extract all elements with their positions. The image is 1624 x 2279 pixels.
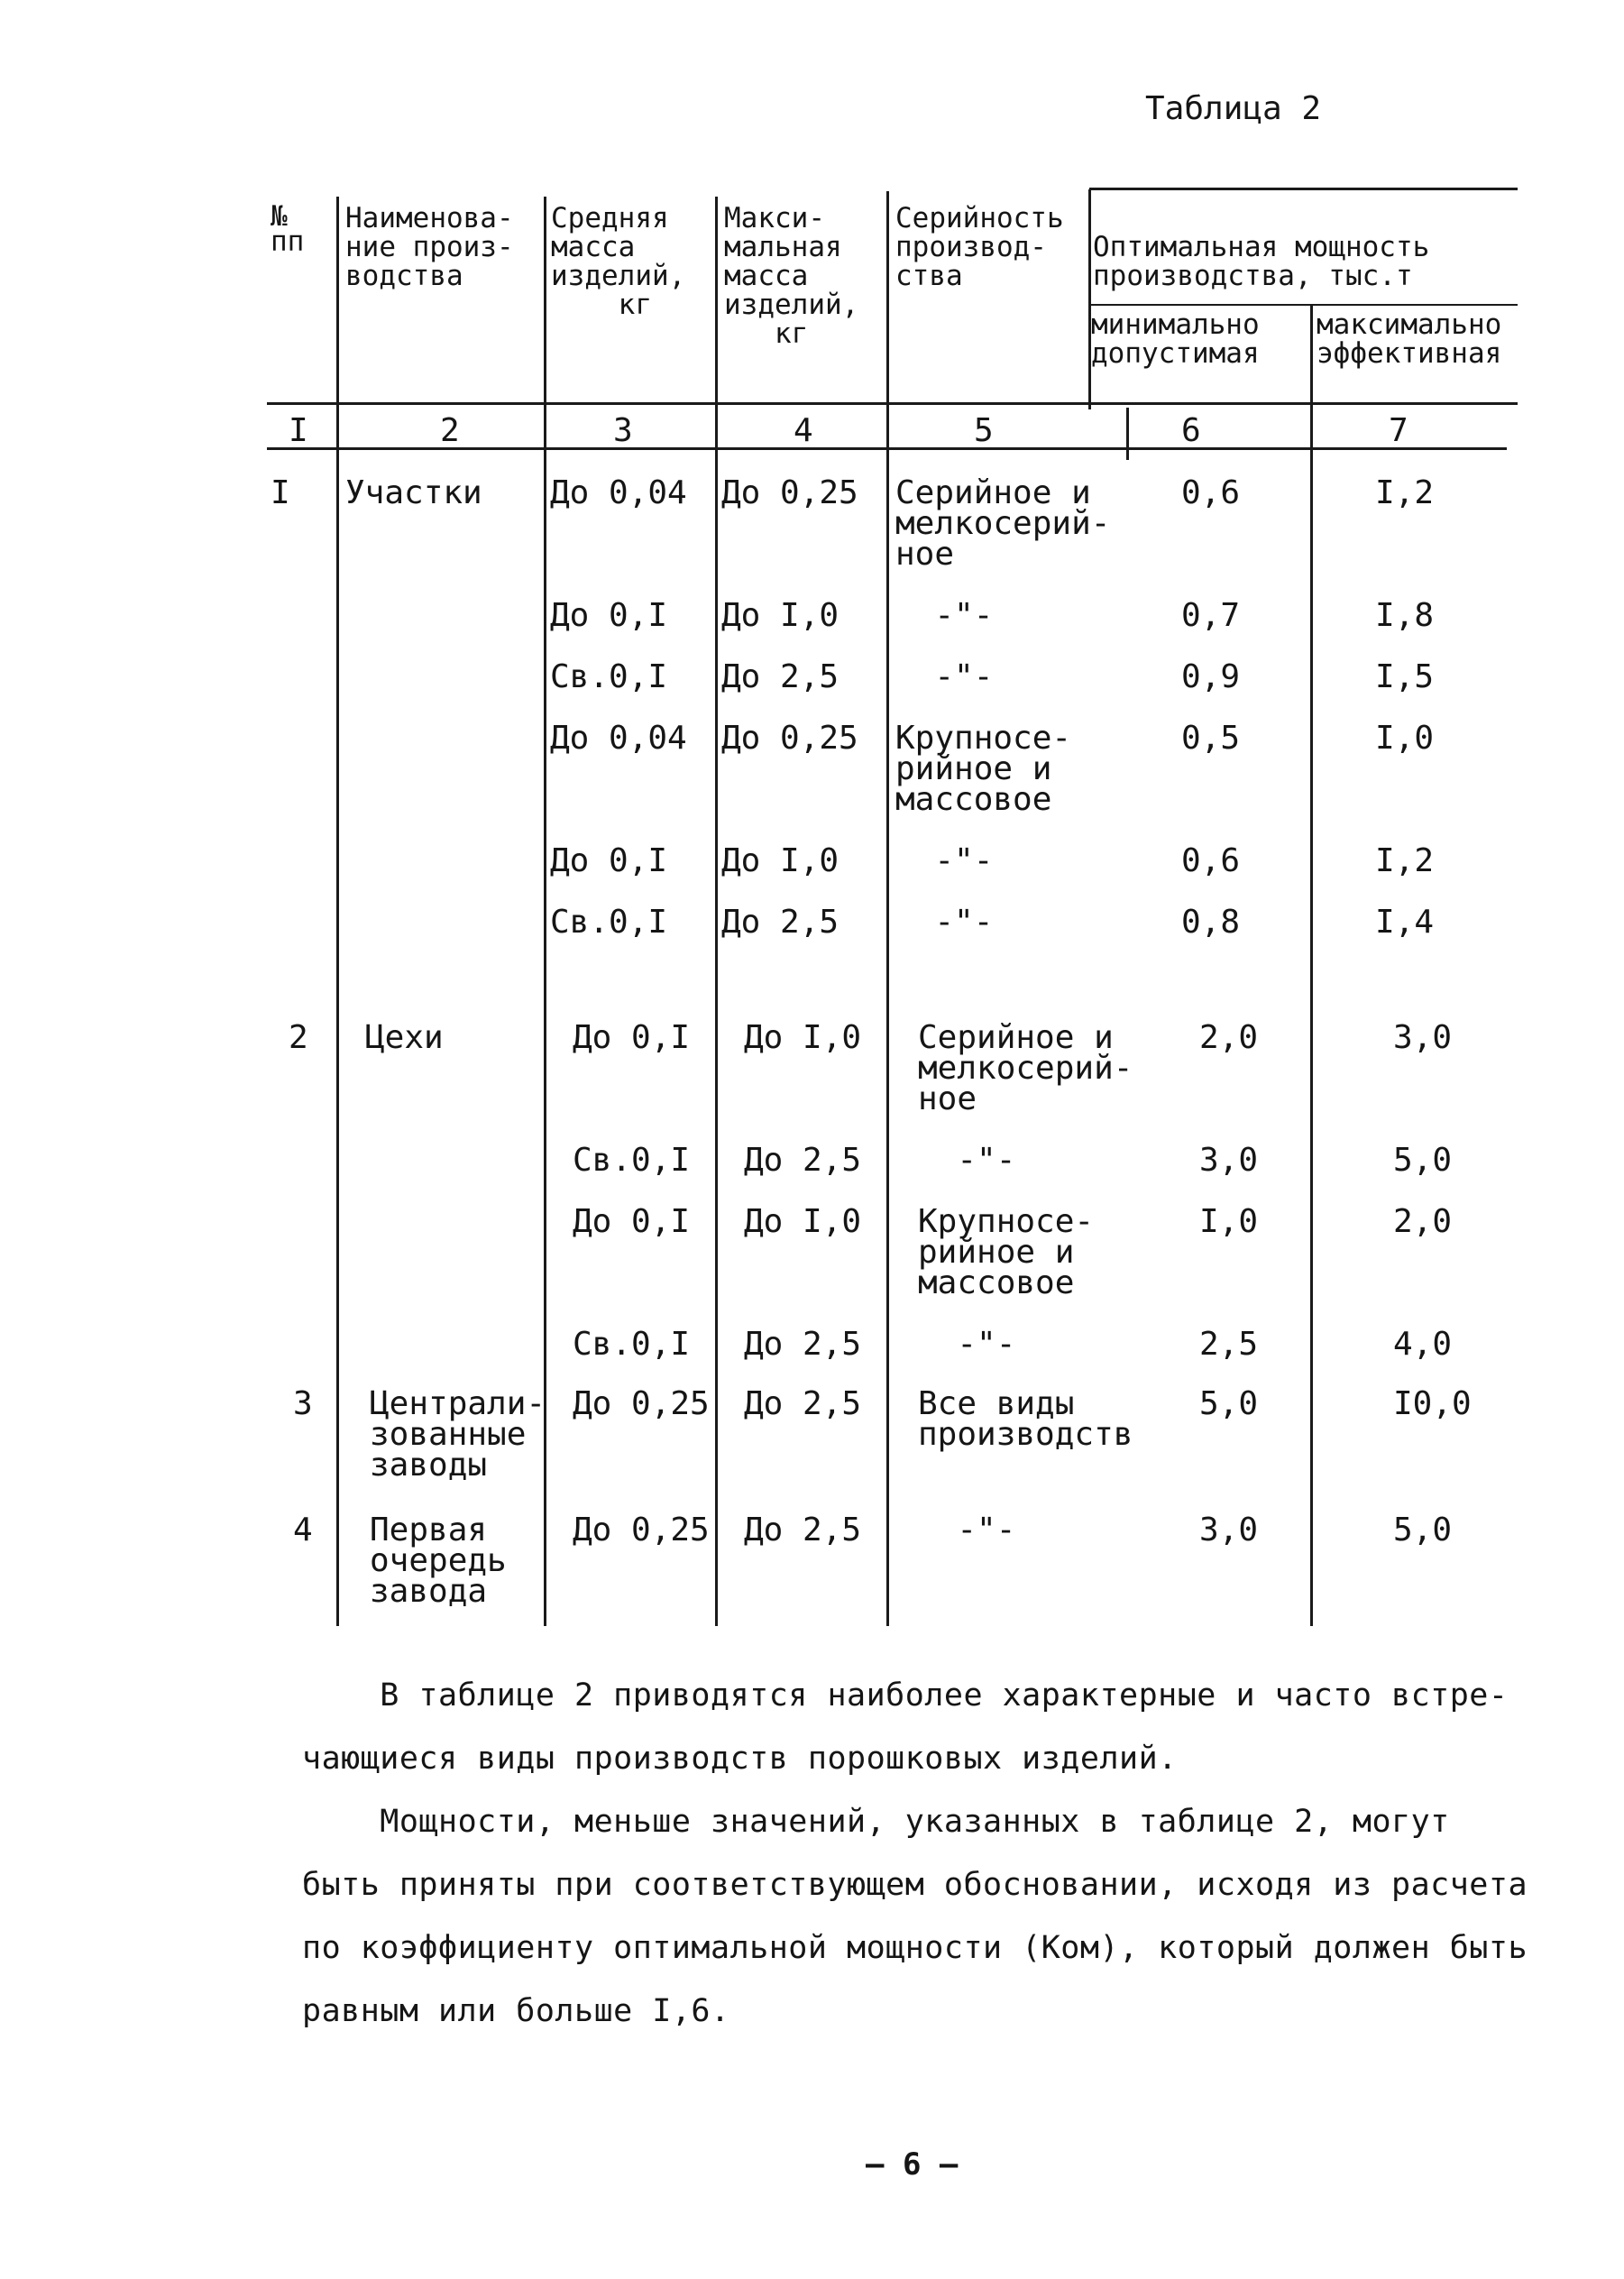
table-vline-1	[336, 197, 339, 1626]
average-mass: Св.0,I	[573, 1142, 691, 1179]
max-mass: До 2,5	[744, 1512, 862, 1548]
header-optimal-capacity: Оптимальная мощность производства, тыс.т	[1093, 231, 1430, 292]
header-number: № пп	[271, 200, 305, 258]
table-vline-4	[886, 191, 889, 1626]
max-mass: До 2,5	[721, 658, 840, 695]
header-production-name: Наименова- ние произ- водства	[345, 202, 514, 292]
column-number: 2	[440, 412, 460, 449]
column-number: 3	[613, 412, 633, 449]
header-average-mass: Средняя масса изделий, кг	[551, 202, 686, 321]
header-min-allowed: минимально допустимая	[1091, 308, 1260, 370]
table-vline-3	[715, 197, 718, 1626]
seriality: -"-	[918, 1326, 1016, 1363]
table-subheader-rule	[1091, 304, 1518, 306]
header-seriality: Серийность производ- ства	[895, 202, 1064, 292]
column-number: 6	[1181, 412, 1201, 449]
max-mass: До I,0	[744, 1203, 862, 1240]
average-mass: До 0,25	[573, 1385, 710, 1422]
average-mass: До 0,I	[573, 1203, 691, 1240]
average-mass: Св.0,I	[550, 904, 668, 941]
average-mass: Св.0,I	[573, 1326, 691, 1363]
table-vline-5b	[1126, 408, 1129, 460]
min-capacity: 0,7	[1181, 597, 1241, 634]
min-capacity: 0,9	[1181, 658, 1241, 695]
paragraph-line: Мощности, меньше значений, указанных в таблице 2, могут	[302, 1804, 1450, 1840]
paragraph-line: В таблице 2 приводятся наиболее характерные и часто встре-	[302, 1677, 1509, 1714]
average-mass: До 0,I	[550, 597, 668, 634]
max-capacity: I,2	[1375, 474, 1435, 511]
max-mass: До I,0	[744, 1019, 862, 1056]
row-number: I	[271, 474, 290, 511]
seriality: Серийное и мелкосерий- ное	[895, 474, 1111, 573]
row-number: 3	[293, 1385, 313, 1422]
header-max-mass: Макси- мальная масса изделий, кг	[724, 202, 859, 350]
table-header-bottom-rule	[267, 402, 1518, 405]
seriality: Все виды производств	[918, 1385, 1133, 1453]
table-vline-6	[1310, 305, 1313, 1626]
max-mass: До 2,5	[744, 1385, 862, 1422]
max-capacity: I,0	[1375, 720, 1435, 757]
max-capacity: I,4	[1375, 904, 1435, 941]
seriality: -"-	[895, 842, 994, 879]
average-mass: До 0,I	[550, 842, 668, 879]
max-capacity: I0,0	[1393, 1385, 1472, 1422]
seriality: -"-	[895, 658, 994, 695]
min-capacity: I,0	[1199, 1203, 1259, 1240]
paragraph-line: равным или больше I,6.	[302, 1993, 730, 2029]
column-number: 4	[794, 412, 813, 449]
paragraph-line: по коэффициенту оптимальной мощности (Ком), который должен быть	[302, 1930, 1528, 1966]
seriality: Крупносе- рийное и массовое	[918, 1203, 1095, 1301]
max-capacity: I,8	[1375, 597, 1435, 634]
max-mass: До I,0	[721, 842, 840, 879]
max-capacity: I,5	[1375, 658, 1435, 695]
min-capacity: 2,0	[1199, 1019, 1259, 1056]
seriality: Крупносе- рийное и массовое	[895, 720, 1072, 818]
column-number: 7	[1389, 412, 1408, 449]
production-name: Централи- зованные заводы	[370, 1385, 546, 1484]
column-number: I	[289, 412, 308, 449]
production-name: Первая очередь завода	[370, 1512, 507, 1610]
production-name: Цехи	[365, 1019, 444, 1056]
row-number: 4	[293, 1512, 313, 1548]
max-mass: До 2,5	[744, 1142, 862, 1179]
average-mass: До 0,25	[573, 1512, 710, 1548]
max-capacity: I,2	[1375, 842, 1435, 879]
average-mass: До 0,04	[550, 474, 687, 511]
max-mass: До 2,5	[744, 1326, 862, 1363]
max-capacity: 2,0	[1393, 1203, 1453, 1240]
table-top-rule	[1089, 188, 1518, 190]
max-capacity: 5,0	[1393, 1142, 1453, 1179]
average-mass: Св.0,I	[550, 658, 668, 695]
max-capacity: 4,0	[1393, 1326, 1453, 1363]
header-max-effective: максимально эффективная	[1317, 308, 1502, 370]
min-capacity: 2,5	[1199, 1326, 1259, 1363]
max-mass: До 0,25	[721, 474, 858, 511]
min-capacity: 0,6	[1181, 842, 1241, 879]
max-mass: До 0,25	[721, 720, 858, 757]
max-capacity: 5,0	[1393, 1512, 1453, 1548]
page-number: — 6 —	[866, 2146, 959, 2183]
seriality: -"-	[918, 1142, 1016, 1179]
paragraph-line: быть приняты при соответствующем обосновании, исходя из расчета	[302, 1867, 1528, 1903]
min-capacity: 3,0	[1199, 1142, 1259, 1179]
max-mass: До I,0	[721, 597, 840, 634]
min-capacity: 0,6	[1181, 474, 1241, 511]
max-capacity: 3,0	[1393, 1019, 1453, 1056]
seriality: Серийное и мелкосерий- ное	[918, 1019, 1133, 1117]
table-caption: Таблица 2	[1145, 90, 1322, 127]
seriality: -"-	[895, 597, 994, 634]
paragraph-line: чающиеся виды производств порошковых изделий.	[302, 1741, 1178, 1777]
min-capacity: 0,5	[1181, 720, 1241, 757]
production-name: Участки	[345, 474, 482, 511]
seriality: -"-	[895, 904, 994, 941]
average-mass: До 0,04	[550, 720, 687, 757]
average-mass: До 0,I	[573, 1019, 691, 1056]
row-number: 2	[289, 1019, 308, 1056]
max-mass: До 2,5	[721, 904, 840, 941]
min-capacity: 5,0	[1199, 1385, 1259, 1422]
seriality: -"-	[918, 1512, 1016, 1548]
min-capacity: 3,0	[1199, 1512, 1259, 1548]
table-vline-5a	[1088, 189, 1091, 409]
column-number: 5	[974, 412, 994, 449]
min-capacity: 0,8	[1181, 904, 1241, 941]
